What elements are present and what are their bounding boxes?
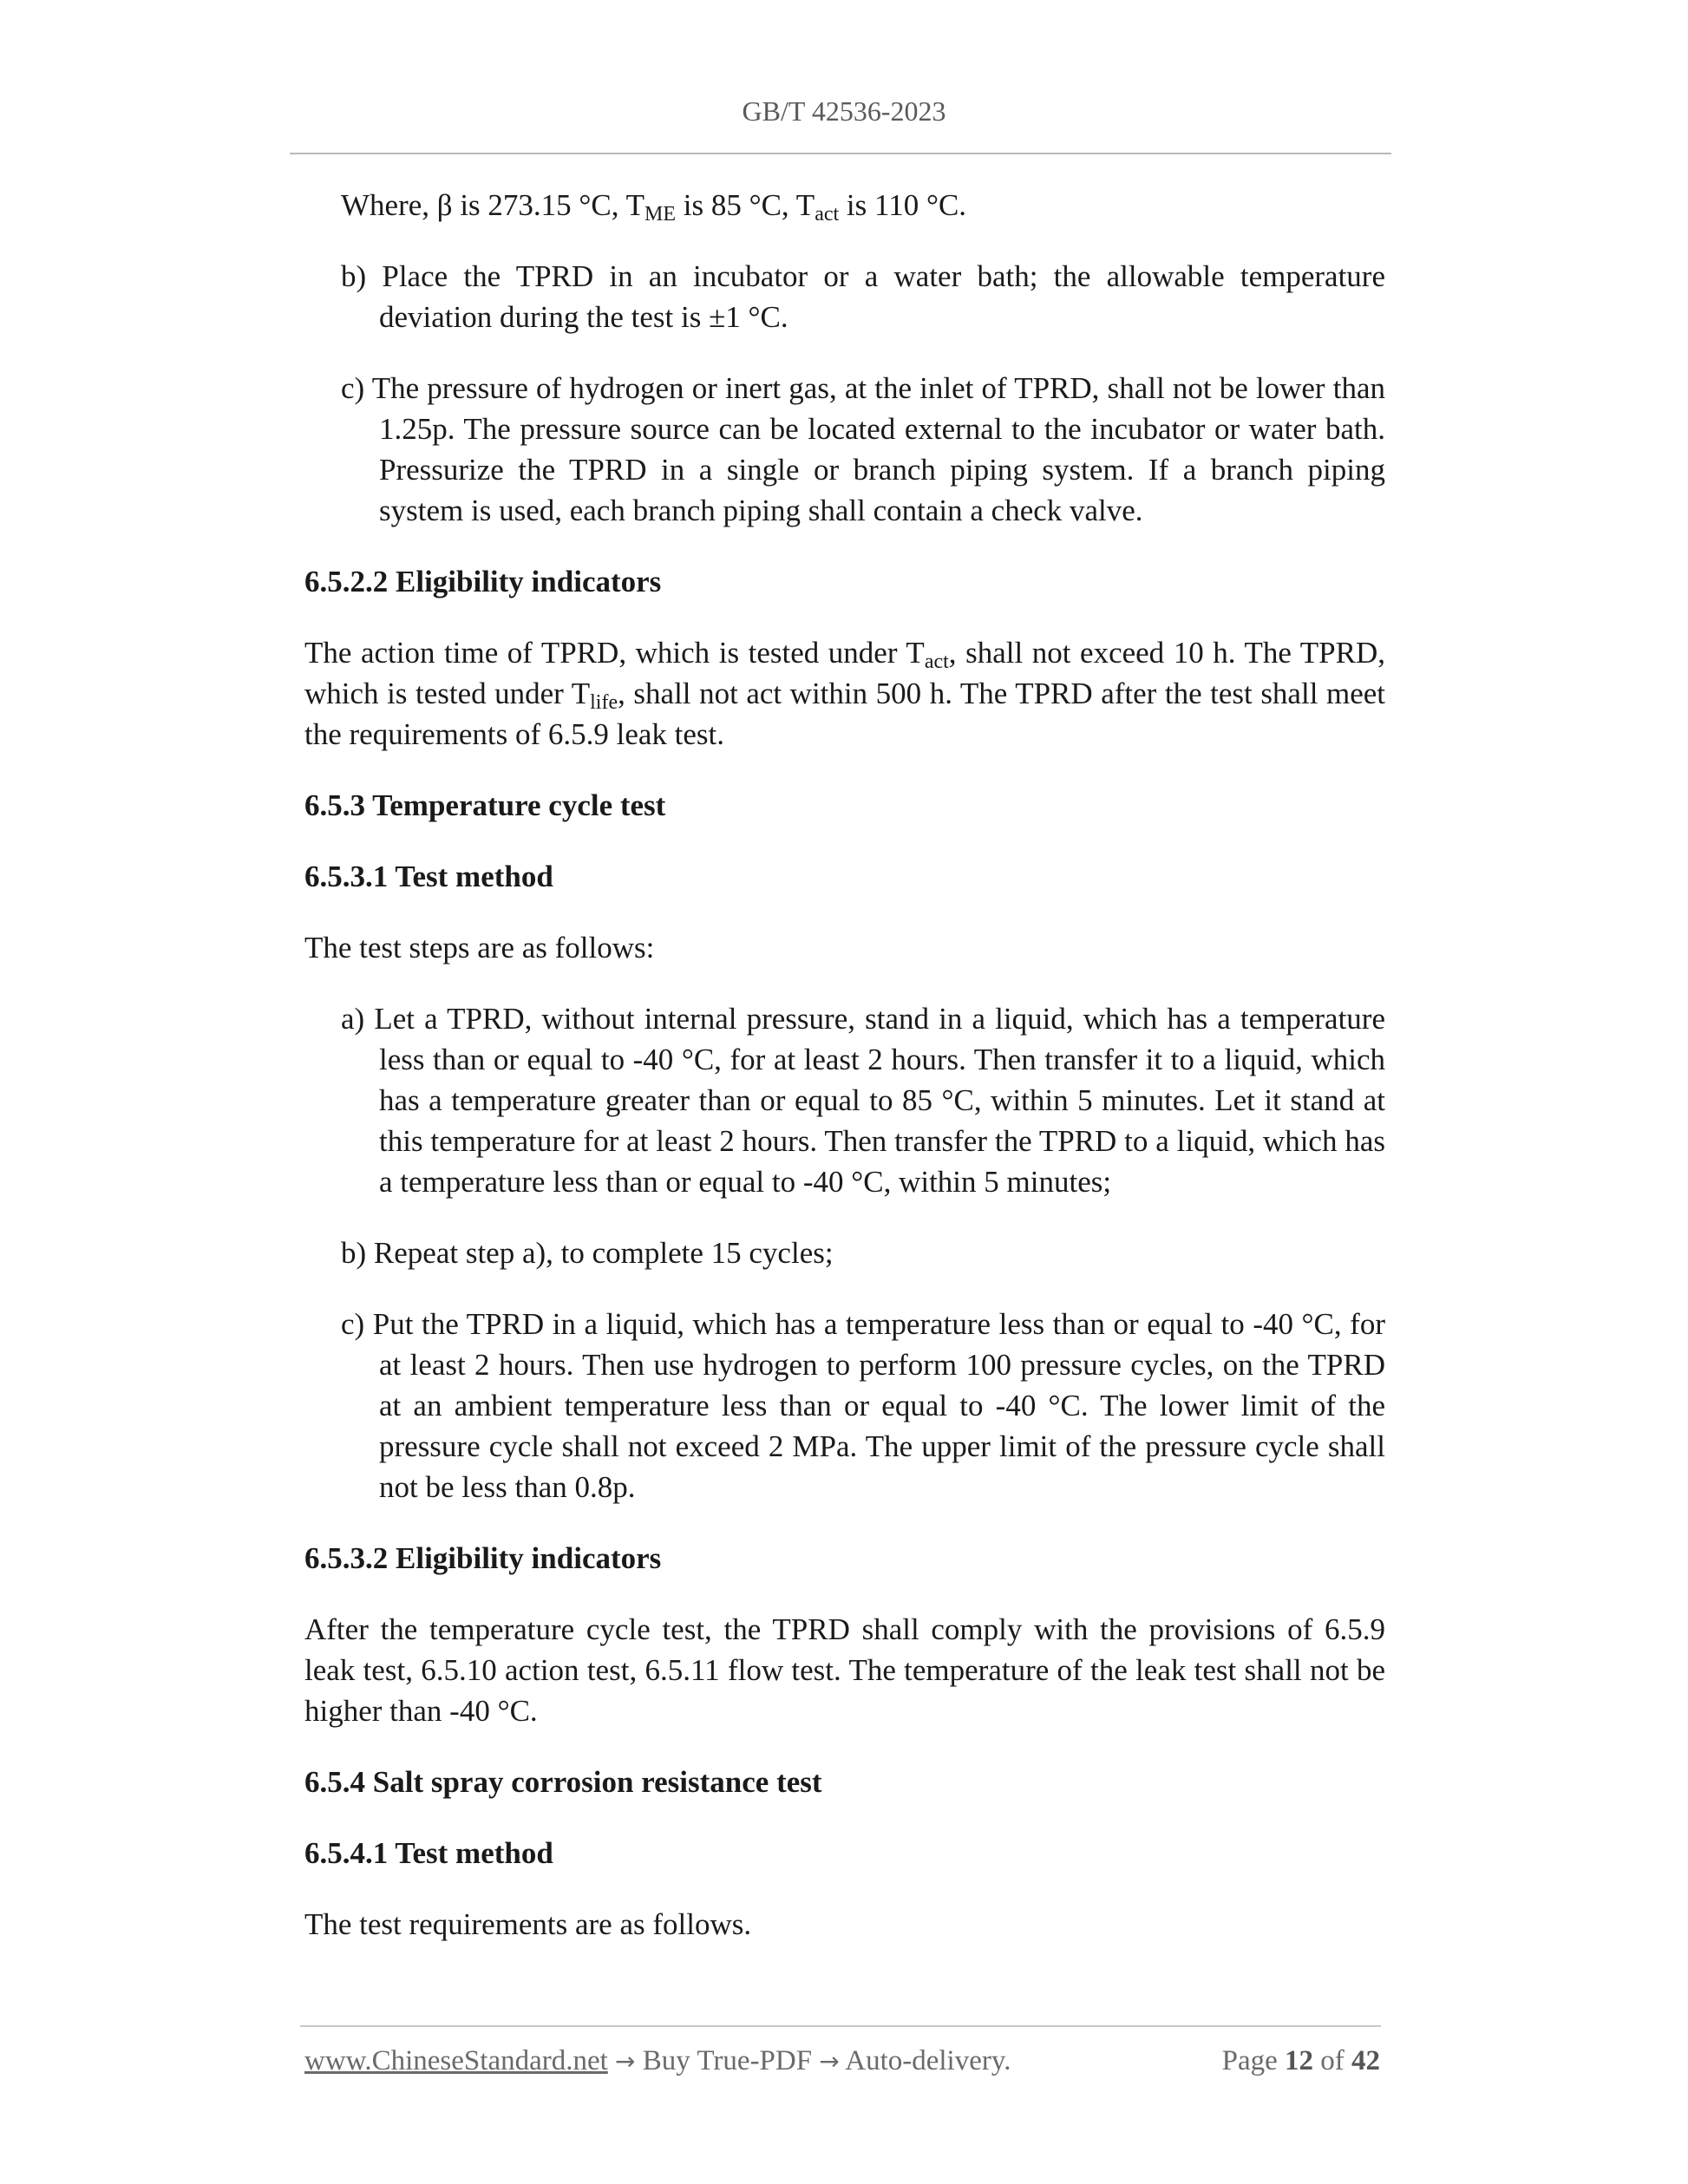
section-heading-6532: 6.5.3.2 Eligibility indicators <box>304 1541 662 1575</box>
where-text-1: Where, β is 273.15 °C, T <box>341 188 644 222</box>
list-item: b) Place the TPRD in an incubator or a water bath; the allowable temperature deviation during the test is ±1 °C. <box>341 259 1385 334</box>
section-heading-6541: 6.5.4.1 Test method <box>304 1836 553 1870</box>
arrow-right-icon: → <box>819 2047 840 2076</box>
section-heading-6522: 6.5.2.2 Eligibility indicators <box>304 565 662 598</box>
where-text-3: is 110 °C. <box>839 188 967 222</box>
section-heading-6531: 6.5.3.1 Test method <box>304 860 553 893</box>
subscript-me: ME <box>644 203 676 226</box>
site-link[interactable]: www.ChineseStandard.net <box>304 2045 608 2076</box>
section-heading-653: 6.5.3 Temperature cycle test <box>304 788 666 822</box>
text-run: The action time of TPRD, which is tested under T <box>304 636 925 670</box>
text-run: , shall not act within 500 h. The TPRD after the test shall meet the requirements of 6.5.9 leak test. <box>304 677 1385 751</box>
page-indicator <box>1222 2045 1380 2077</box>
list-item: c) Put the TPRD in a liquid, which has a temperature less than or equal to -40 °C, for at least 2 hours. Then use hydrogen to perform 100 pressure cycles, on the TPRD at an ambient temperature less than or equal to -40 °C. The lower limit of the pressure cycle shall not exceed 2 MPa. The upper limit of the pressure cycle shall not be less than 0.8p. <box>341 1307 1385 1504</box>
subscript-act: act <box>924 651 949 673</box>
steps-intro: The test steps are as follows: <box>304 931 655 964</box>
auto-delivery-text: Auto-delivery. <box>839 2045 1011 2076</box>
header-divider <box>290 153 1391 154</box>
list-item: b) Repeat step a), to complete 15 cycles; <box>341 1236 834 1270</box>
eligibility-paragraph-6532: After the temperature cycle test, the TPRD shall comply with the provisions of 6.5.9 leak test, 6.5.10 action test, 6.5.11 flow test. The temperature of the leak test shall not be higher than -40 °C. <box>304 1612 1385 1728</box>
document-body <box>304 185 1385 1975</box>
footer-divider <box>300 2025 1381 2027</box>
page-total: 42 <box>1351 2045 1380 2076</box>
formula-where-line <box>304 185 1385 226</box>
subscript-act: act <box>815 203 840 226</box>
arrow-right-icon: → <box>615 2047 636 2076</box>
section-heading-654: 6.5.4 Salt spray corrosion resistance test <box>304 1765 822 1799</box>
eligibility-paragraph-6522 <box>304 632 1385 755</box>
document-id-header: GB/T 42536-2023 <box>742 95 946 127</box>
footer-left <box>304 2045 1011 2077</box>
page-current: 12 <box>1285 2045 1313 2076</box>
text-run: , shall not exceed 10 h. The TPRD, which is tested under T <box>304 636 1385 710</box>
list-item: c) The pressure of hydrogen or inert gas, at the inlet of TPRD, shall not be lower than 1.25p. The pressure source can be located external to the incubator or water bath. Pressurize the TPRD in a single or branch piping system. If a branch piping system is used, each branch piping shall contain a check valve. <box>341 371 1385 527</box>
page-label: Page <box>1221 2045 1278 2076</box>
list-item: a) Let a TPRD, without internal pressure, stand in a liquid, which has a temperature less than or equal to -40 °C, for at least 2 hours. Then transfer it to a liquid, which has a temperature greater than or equal to 85 °C, within 5 minutes. Let it stand at this temperature for at least 2 hours. Then transfer the TPRD to a liquid, which has a temperature less than or equal to -40 °C, within 5 minutes; <box>341 1002 1385 1199</box>
subscript-life: life <box>590 691 618 714</box>
where-text-2: is 85 °C, T <box>676 188 815 222</box>
page-footer <box>304 2045 1380 2077</box>
test-requirements-intro: The test requirements are as follows. <box>304 1907 752 1941</box>
buy-true-pdf-text: Buy True-PDF <box>635 2045 820 2076</box>
of-label: of <box>1320 2045 1345 2076</box>
